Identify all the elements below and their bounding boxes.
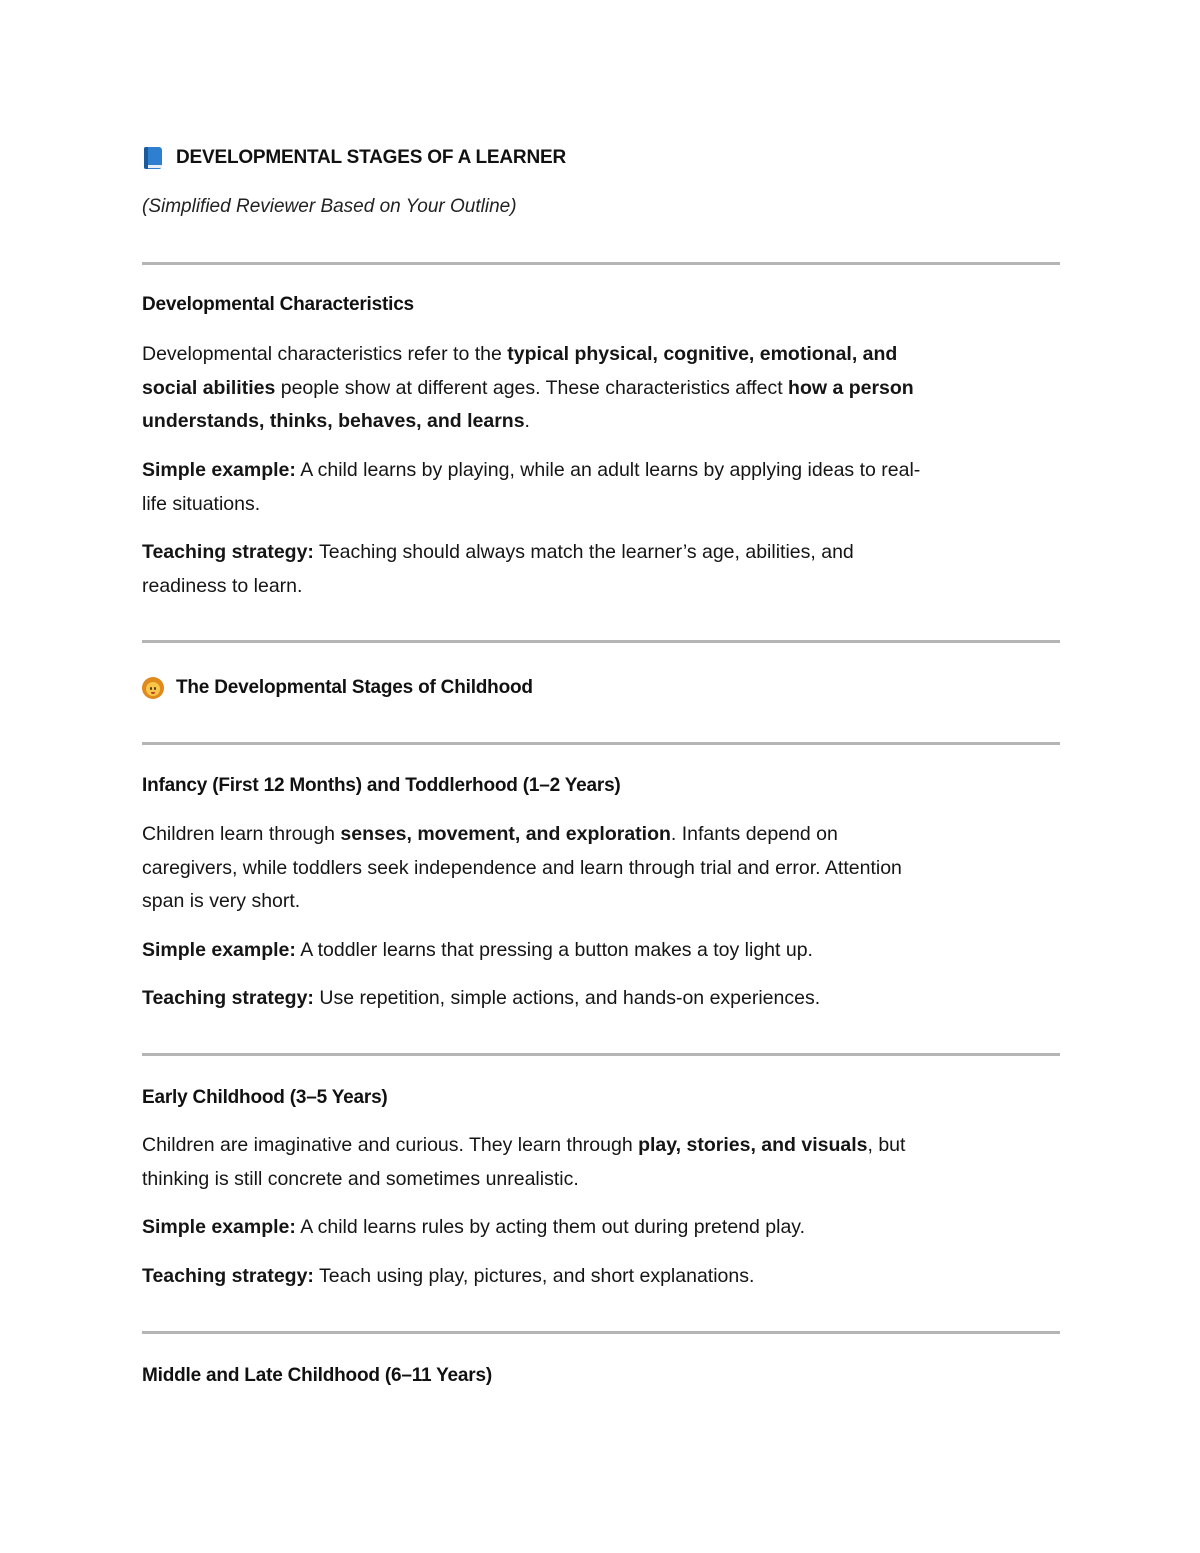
text-run: Teaching should always match the learner’s age, abilities, and bbox=[313, 541, 854, 563]
example-label: Simple example: bbox=[142, 1216, 296, 1238]
text-run: caregivers, while toddlers seek independence and learn through trial and error. Attention bbox=[142, 856, 902, 879]
dev-char-paragraph bbox=[142, 338, 1052, 439]
divider bbox=[142, 262, 1060, 265]
strategy-label: Teaching strategy: bbox=[142, 987, 314, 1009]
text-run: people show at different ages. These characteristics affect bbox=[275, 376, 789, 399]
bold-run: social abilities bbox=[142, 376, 276, 399]
strategy-label: Teaching strategy: bbox=[142, 541, 314, 563]
text-run: Developmental characteristics refer to the bbox=[142, 343, 508, 365]
bold-run: how a person bbox=[788, 376, 914, 399]
example-label: Simple example: bbox=[142, 459, 296, 481]
bold-run: senses, movement, and exploration bbox=[340, 823, 671, 845]
section-heading-middle-childhood: Middle and Late Childhood (6–11 Years) bbox=[142, 1365, 492, 1386]
dev-char-example bbox=[142, 454, 1052, 521]
bold-run: typical physical, cognitive, emotional, and bbox=[507, 343, 898, 365]
child-icon bbox=[142, 677, 164, 699]
infancy-paragraph bbox=[142, 818, 1052, 919]
divider bbox=[142, 742, 1060, 745]
text-run: . Infants depend on bbox=[670, 823, 838, 845]
section-heading-dev-char: Developmental Characteristics bbox=[142, 294, 414, 315]
childhood-heading-row bbox=[142, 673, 533, 703]
divider bbox=[142, 1331, 1060, 1334]
text-run: Children learn through bbox=[142, 823, 341, 845]
text-run: Use repetition, simple actions, and hands-on experiences. bbox=[313, 987, 821, 1009]
title-row bbox=[142, 143, 566, 173]
early-childhood-example bbox=[142, 1211, 1052, 1245]
text-run: A child learns by playing, while an adult learns by applying ideas to real- bbox=[295, 459, 921, 481]
text-run: A toddler learns that pressing a button makes a toy light up. bbox=[295, 939, 813, 961]
infancy-example bbox=[142, 934, 1052, 968]
divider bbox=[142, 640, 1060, 643]
early-childhood-strategy bbox=[142, 1260, 1052, 1294]
divider bbox=[142, 1053, 1060, 1056]
example-label: Simple example: bbox=[142, 939, 296, 961]
bold-run: play, stories, and visuals bbox=[638, 1134, 868, 1156]
dev-char-strategy bbox=[142, 536, 1052, 603]
section-heading-early-childhood: Early Childhood (3–5 Years) bbox=[142, 1087, 388, 1108]
text-run: , but bbox=[867, 1134, 906, 1156]
text-run: Teach using play, pictures, and short explanations. bbox=[313, 1265, 755, 1287]
text-run: Children are imaginative and curious. They learn through bbox=[142, 1134, 639, 1156]
infancy-strategy bbox=[142, 982, 1052, 1016]
text-run: A child learns rules by acting them out during pretend play. bbox=[295, 1216, 806, 1238]
document-title: DEVELOPMENTAL STAGES OF A LEARNER bbox=[176, 147, 566, 168]
bold-run: understands, thinks, behaves, and learns bbox=[142, 410, 525, 432]
section-heading-infancy: Infancy (First 12 Months) and Toddlerhood (1–2 Years) bbox=[142, 775, 621, 796]
text-run: life situations. bbox=[142, 492, 261, 515]
strategy-label: Teaching strategy: bbox=[142, 1265, 314, 1287]
text-run: thinking is still concrete and sometimes unrealistic. bbox=[142, 1167, 579, 1190]
section-heading-childhood: The Developmental Stages of Childhood bbox=[176, 677, 533, 698]
text-run: span is very short. bbox=[142, 890, 301, 912]
text-run: readiness to learn. bbox=[142, 574, 303, 597]
book-icon bbox=[142, 146, 164, 170]
early-childhood-paragraph bbox=[142, 1129, 1052, 1196]
text-run: . bbox=[524, 410, 530, 432]
document-subtitle: (Simplified Reviewer Based on Your Outline) bbox=[142, 196, 517, 217]
